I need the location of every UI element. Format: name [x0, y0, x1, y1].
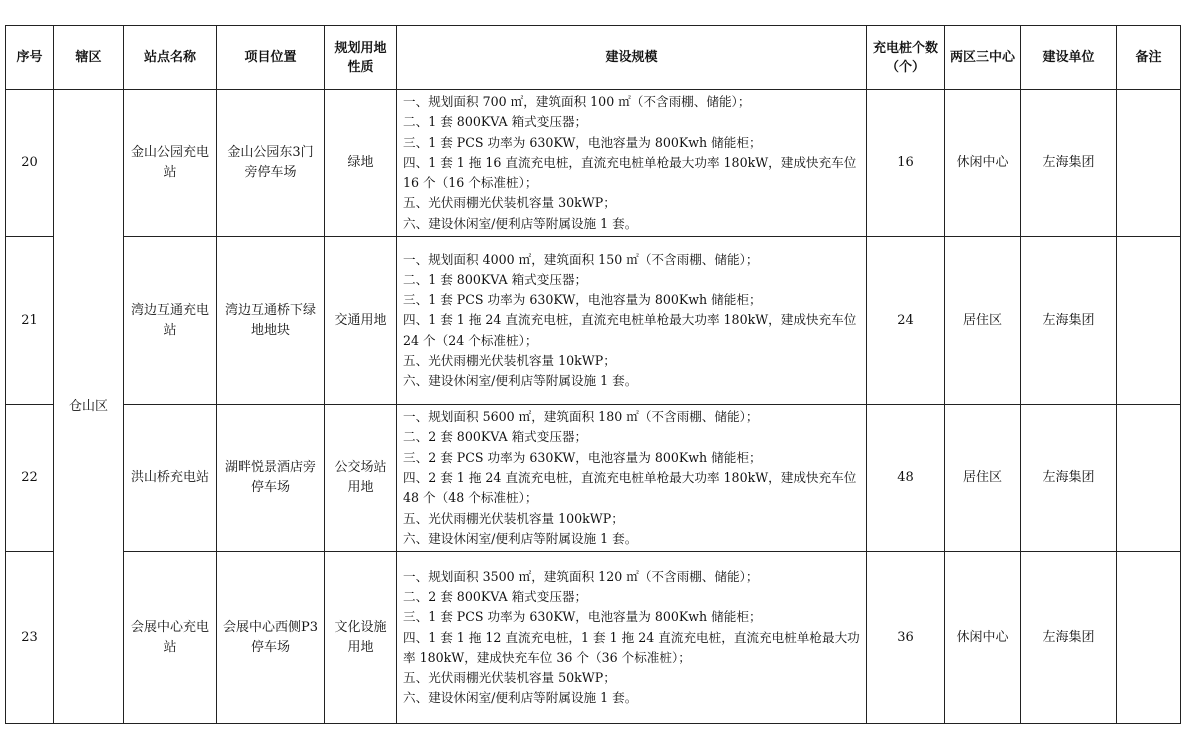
scale-line: 六、建设休闲室/便利店等附属设施 1 套。: [403, 530, 638, 546]
scale-line: 六、建设休闲室/便利店等附属设施 1 套。: [403, 215, 638, 231]
scale-line: 二、1 套 800KVA 箱式变压器；: [403, 271, 588, 287]
scale-line: 二、2 套 800KVA 箱式变压器；: [403, 588, 588, 604]
cell-seq: 22: [6, 405, 54, 552]
scale-line: 三、1 套 PCS 功率为 630KW，电池容量为 800Kwh 储能柜；: [403, 134, 762, 150]
table-row: [6, 237, 1181, 405]
header-district: 辖区: [54, 26, 124, 90]
cell-station-name: 金山公园充电站: [124, 90, 217, 237]
scale-line: 二、1 套 800KVA 箱式变压器；: [403, 114, 588, 130]
cell-location: 湾边互通桥下绿地地块: [217, 237, 325, 405]
cell-zone: 居住区: [945, 405, 1021, 552]
cell-zone: 居住区: [945, 237, 1021, 405]
header-builder: 建设单位: [1021, 26, 1117, 90]
cell-charger-count: 36: [867, 552, 945, 724]
scale-line: 四、1 套 1 拖 12 直流充电桩，1 套 1 拖 24 直流充电桩，直流充电桩单枪最大功率 180kW，建成快充车位 36 个（36 个标准桩）；: [403, 629, 860, 665]
cell-scale: [397, 237, 867, 405]
cell-land-use: 公交场站用地: [325, 405, 397, 552]
cell-land-use: 文化设施用地: [325, 552, 397, 724]
cell-charger-count: 48: [867, 405, 945, 552]
header-station-name: 站点名称: [124, 26, 217, 90]
cell-builder: 左海集团: [1021, 405, 1117, 552]
cell-builder: 左海集团: [1021, 90, 1117, 237]
scale-line: 一、规划面积 3500 ㎡，建筑面积 120 ㎡（不含雨棚、储能）；: [403, 568, 759, 584]
header-remark: 备注: [1117, 26, 1181, 90]
scale-line: 一、规划面积 700 ㎡，建筑面积 100 ㎡（不含雨棚、储能）；: [403, 94, 751, 109]
cell-station-name: 湾边互通充电站: [124, 237, 217, 405]
cell-district: 仓山区: [54, 90, 124, 724]
scale-line: 四、1 套 1 拖 24 直流充电桩，直流充电桩单枪最大功率 180kW，建成快充车位 24 个（24 个标准桩）；: [403, 312, 857, 348]
scale-line: 三、2 套 PCS 功率为 630KW，电池容量为 800Kwh 储能柜；: [403, 449, 762, 465]
cell-remark: [1117, 90, 1181, 237]
cell-location: 会展中心西侧P3停车场: [217, 552, 325, 724]
header-seq: 序号: [6, 26, 54, 90]
cell-charger-count: 16: [867, 90, 945, 237]
cell-seq: 20: [6, 90, 54, 237]
scale-line: 四、2 套 1 拖 24 直流充电桩，直流充电桩单枪最大功率 180kW，建成快充车位 48 个（48 个标准桩）；: [403, 469, 857, 506]
scale-line: 五、光伏雨棚光伏装机容量 10kWP；: [403, 353, 616, 369]
scale-line: 五、光伏雨棚光伏装机容量 50kWP；: [403, 670, 616, 686]
header-charger-count: 充电桩个数（个）: [867, 26, 945, 90]
cell-builder: 左海集团: [1021, 552, 1117, 724]
scale-line: 五、光伏雨棚光伏装机容量 30kWP；: [403, 195, 616, 211]
cell-land-use: 绿地: [325, 90, 397, 237]
header-scale: 建设规模: [397, 26, 867, 90]
header-land-use: 规划用地性质: [325, 26, 397, 90]
table-row: [6, 90, 1181, 237]
scale-line: 三、1 套 PCS 功率为 630KW，电池容量为 800Kwh 储能柜；: [403, 292, 762, 308]
cell-location: 湖畔悦景酒店旁停车场: [217, 405, 325, 552]
cell-scale: [397, 552, 867, 724]
cell-scale: [397, 90, 867, 237]
cell-remark: [1117, 405, 1181, 552]
cell-location: 金山公园东3门旁停车场: [217, 90, 325, 237]
cell-station-name: 洪山桥充电站: [124, 405, 217, 552]
table-row: [6, 552, 1181, 724]
cell-remark: [1117, 552, 1181, 724]
scale-line: 一、规划面积 4000 ㎡，建筑面积 150 ㎡（不含雨棚、储能）；: [403, 251, 759, 267]
charging-station-table: [5, 25, 1181, 724]
scale-line: 六、建设休闲室/便利店等附属设施 1 套。: [403, 373, 638, 389]
table-body: [6, 90, 1181, 724]
scale-line: 二、2 套 800KVA 箱式变压器；: [403, 429, 588, 445]
cell-zone: 休闲中心: [945, 552, 1021, 724]
cell-station-name: 会展中心充电站: [124, 552, 217, 724]
scale-line: 三、1 套 PCS 功率为 630KW，电池容量为 800Kwh 储能柜；: [403, 609, 762, 625]
cell-charger-count: 24: [867, 237, 945, 405]
header-zone: 两区三中心: [945, 26, 1021, 90]
cell-land-use: 交通用地: [325, 237, 397, 405]
scale-line: 六、建设休闲室/便利店等附属设施 1 套。: [403, 690, 638, 706]
header-row: [6, 26, 1181, 90]
header-location: 项目位置: [217, 26, 325, 90]
cell-seq: 23: [6, 552, 54, 724]
table-row: [6, 405, 1181, 552]
table-header: [6, 26, 1181, 90]
cell-builder: 左海集团: [1021, 237, 1117, 405]
cell-scale: [397, 405, 867, 552]
cell-remark: [1117, 237, 1181, 405]
scale-line: 四、1 套 1 拖 16 直流充电桩，直流充电桩单枪最大功率 180kW，建成快充车位 16 个（16 个标准桩）；: [403, 154, 857, 191]
scale-line: 一、规划面积 5600 ㎡，建筑面积 180 ㎡（不含雨棚、储能）；: [403, 409, 759, 425]
scale-line: 五、光伏雨棚光伏装机容量 100kWP；: [403, 510, 624, 526]
cell-zone: 休闲中心: [945, 90, 1021, 237]
cell-seq: 21: [6, 237, 54, 405]
